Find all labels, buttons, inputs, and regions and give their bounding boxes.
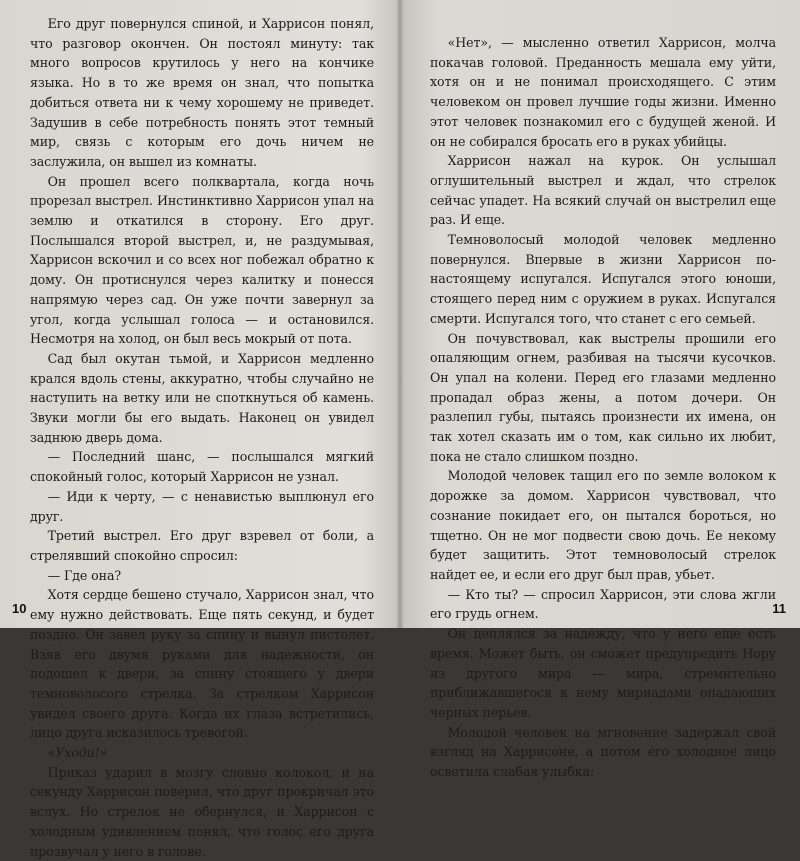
paragraph: Приказ ударил в мозгу словно колокол, и на секунду Харрисон поверил, что друг прокричал это вслух. Но стрелок не обернулся, и Харрисон с холодным удивлением понял, что голос его друга прозвучал у него в голове. <box>30 764 374 859</box>
left-page-text <box>30 14 374 861</box>
paragraph: Хотя сердце бешено стучало, Харрисон знал, что ему нужно действовать. Еще пять секунд, и будет поздно. Он завел руку за спину и вынул пистолет. Взяв его двумя руками для надежности, он подошел к двери, за спину стоящего у двери темноволосого стрелка. За стрелком Харрисон увидел своего друга. Когда их глаза встретились, лицо друга исказилось тревогой. <box>30 587 374 741</box>
paragraph: «Нет», — мысленно ответил Харрисон, молча покачав головой. Преданность мешала ему уйти, хотя он и не понимал происходящего. С этим человеком он провел лучшие годы жизни. Именно этот человек познакомил его с будущей женой. И он не собирался бросать его в руках убийцы. <box>430 35 776 149</box>
dialogue-line: — Последний шанс, — послышался мягкий спокойный голос, который Харрисон не узнал. <box>30 449 374 485</box>
paragraph: Темноволосый молодой человек медленно повернулся. Впервые в жизни Харрисон по-настоящему испугался. Испугался этого юноши, стоящего перед ним с оружием в руках. Испугался смерти. Испугался того, что станет с его семьей. <box>430 232 776 326</box>
paragraph: Третий выстрел. Его друг взревел от боли, а стрелявший спокойно спросил: <box>30 528 374 563</box>
right-page <box>400 0 800 780</box>
paragraph: Он прошел всего полквартала, когда ночь прорезал выстрел. Инстинктивно Харрисон упал на землю и откатился в сторону. Его друг. Послышался второй выстрел, и, не раздумывая, Харрисон вскочил и со всех ног побежал обратно к дому. Он протиснулся через калитку и понесся напрямую через сад. Он уже почти завернул за угол, когда услышал голоса — и остановился. Несмотря на холод, он был весь мокрый от пота. <box>30 173 374 347</box>
page-number-left: 10 <box>12 601 27 616</box>
paragraph: Он почувствовал, как выстрелы прошили его опаляющим огнем, разбивая на тысячи кусочков. Он упал на колени. Перед его глазами медленно пропадал образ жены, а потом дочери. Он разлепил губы, пытаясь произнести их имена, он так хотел сказать им о том, как сильно их любит, пока не стало слишком поздно. <box>430 330 776 464</box>
paragraph: Сад был окутан тьмой, и Харрисон медленно крался вдоль стены, аккуратно, чтобы случайно не наступить на ветку или не споткнуться об камень. Звуки могли бы его выдать. Наконец он увидел заднюю дверь дома. <box>30 350 374 445</box>
paragraph: Он цеплялся за надежду, что у него еще есть время. Может быть, он сможет предупредить Нору из другого мира — мира, стремительно приближавшегося к нему мириадами опадающих черных перьев. <box>430 626 776 720</box>
page-number-right: 11 <box>772 601 786 616</box>
left-page <box>0 0 400 859</box>
right-page-text <box>430 33 776 782</box>
paragraph: Харрисон нажал на курок. Он услышал оглушительный выстрел и ждал, что стрелок сейчас упадет. На всякий случай он выстрелил еще раз. И еще. <box>430 153 776 228</box>
dialogue-line: — Кто ты? — спросил Харрисон, эти слова жгли его грудь огнем. <box>430 586 776 622</box>
dialogue-line: — Иди к черту, — с ненавистью выплюнул его друг. <box>30 488 374 524</box>
paragraph: Молодой человек тащил его по земле волоком к дорожке за домом. Харрисон чувствовал, что сознание покидает его, он пытался бороться, но тщетно. Он не мог подвести свою дочь. Ее некому будет защитить. Этот темноволосый стрелок найдет ее, и если его друг был прав, убьет. <box>430 468 776 582</box>
paragraph: Его друг повернулся спиной, и Харрисон понял, что разговор окончен. Он постоял минуту: так много вопросов крутилось у него на кончике языка. Но в то же время он знал, что попытка добиться ответа ни к чему хорошему не приведет. Задушив в себе потребность понять этот темный мир, связь с которым его дочь ничем не заслужила, он вышел из комнаты. <box>30 16 374 169</box>
dialogue-line: — Где она? <box>47 567 122 583</box>
italic-thought: «Уходи!» <box>47 745 108 761</box>
paragraph: Молодой человек на мгновение задержал свой взгляд на Харрисоне, а потом его холодное лицо осветила слабая улыбка: <box>430 724 776 780</box>
